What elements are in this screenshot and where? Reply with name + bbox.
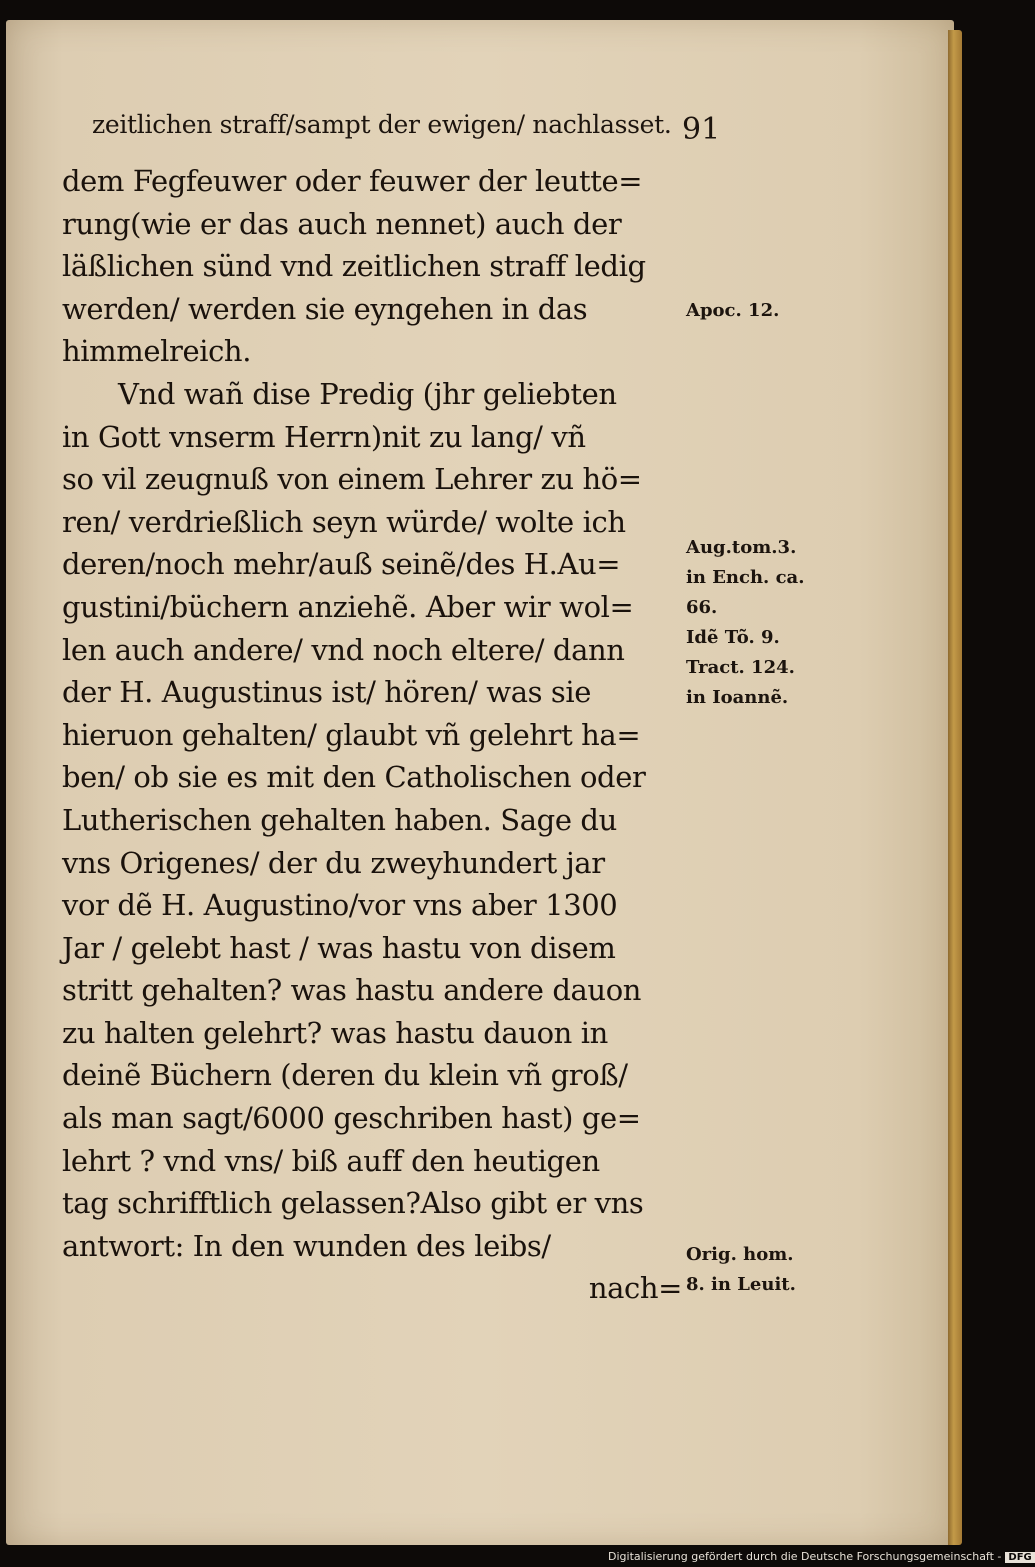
margin-note-line: 8. in Leuit.: [686, 1274, 796, 1295]
text-line: dem Fegfeuwer oder feuwer der leutte=: [62, 164, 643, 198]
text-line: Vnd wañ dise Predig (jhr geliebten: [118, 376, 617, 411]
text-line: läßlichen sünd vnd zeitlichen straff ledig: [62, 249, 646, 284]
text-line: himmelreich.: [62, 334, 252, 369]
text-line: hieruon gehalten/ glaubt vñ gelehrt ha=: [62, 717, 641, 752]
text-line: deren/noch mehr/auß seinẽ/des H.Au=: [62, 547, 621, 582]
text-line: stritt gehalten? was hastu andere dauon: [62, 973, 642, 1008]
text-line: Lutherischen gehalten haben. Sage du: [62, 802, 617, 837]
catchword: nach=: [588, 1271, 682, 1306]
credit-text: Digitalisierung gefördert durch die Deutsche Forschungsgemeinschaft -: [608, 1550, 1002, 1563]
page-number: 91: [682, 112, 721, 147]
text-line: len auch andere/ vnd noch eltere/ dann: [62, 632, 625, 667]
text-line: als man sagt/6000 geschriben hast) ge=: [62, 1101, 641, 1136]
dfg-logo: DFG: [1005, 1552, 1034, 1563]
body-text: [62, 160, 682, 1310]
margin-note-line: Tract. 124.: [686, 657, 795, 678]
margin-note-line: 66.: [686, 597, 718, 618]
text-line: zu halten gelehrt? was hastu dauon in: [62, 1015, 608, 1050]
margin-note-origen: [686, 1240, 796, 1300]
text-line: tag schrifftlich gelassen?Also gibt er vns: [62, 1186, 644, 1221]
margin-note-apoc: [686, 296, 779, 326]
margin-note-line: in Ench. ca.: [686, 567, 805, 588]
text-line: gustini/büchern anziehẽ. Aber wir wol=: [62, 589, 634, 624]
text-line: so vil zeugnuß von einem Lehrer zu hö=: [62, 462, 642, 497]
text-line: deinẽ Büchern (deren du klein vñ groß/: [62, 1058, 628, 1093]
text-line: ben/ ob sie es mit den Catholischen oder: [62, 760, 646, 795]
margin-note-line: Apoc. 12.: [686, 300, 780, 321]
text-line: Jar / gelebt hast / was hastu von disem: [62, 930, 616, 965]
text-line: vor dẽ H. Augustino/vor vns aber 1300: [62, 888, 618, 923]
margin-note-line: Orig. hom.: [686, 1244, 794, 1265]
page-edge: [948, 30, 962, 1545]
text-line: lehrt ? vnd vns/ biß auff den heutigen: [62, 1143, 600, 1178]
running-title: zeitlichen straff/sampt der ewigen/ nachlasset.: [92, 110, 672, 139]
margin-note-augustine: [686, 533, 804, 713]
margin-note-line: in Ioannẽ.: [686, 687, 789, 708]
margin-note-line: Idẽ Tõ. 9.: [686, 627, 780, 648]
text-line: ren/ verdrießlich seyn würde/ wolte ich: [62, 504, 626, 539]
text-line: rung(wie er das auch nennet) auch der: [62, 206, 622, 241]
digitization-credit: [608, 1550, 1035, 1563]
text-line: antwort: In den wunden des leibs/: [62, 1228, 551, 1263]
text-line: vns Origenes/ der du zweyhundert jar: [62, 845, 605, 880]
text-line: der H. Augustinus ist/ hören/ was sie: [62, 675, 592, 710]
text-line: werden/ werden sie eyngehen in das: [62, 291, 588, 326]
text-line: in Gott vnserm Herrn)nit zu lang/ vñ: [62, 419, 586, 454]
margin-note-line: Aug.tom.3.: [686, 537, 797, 558]
